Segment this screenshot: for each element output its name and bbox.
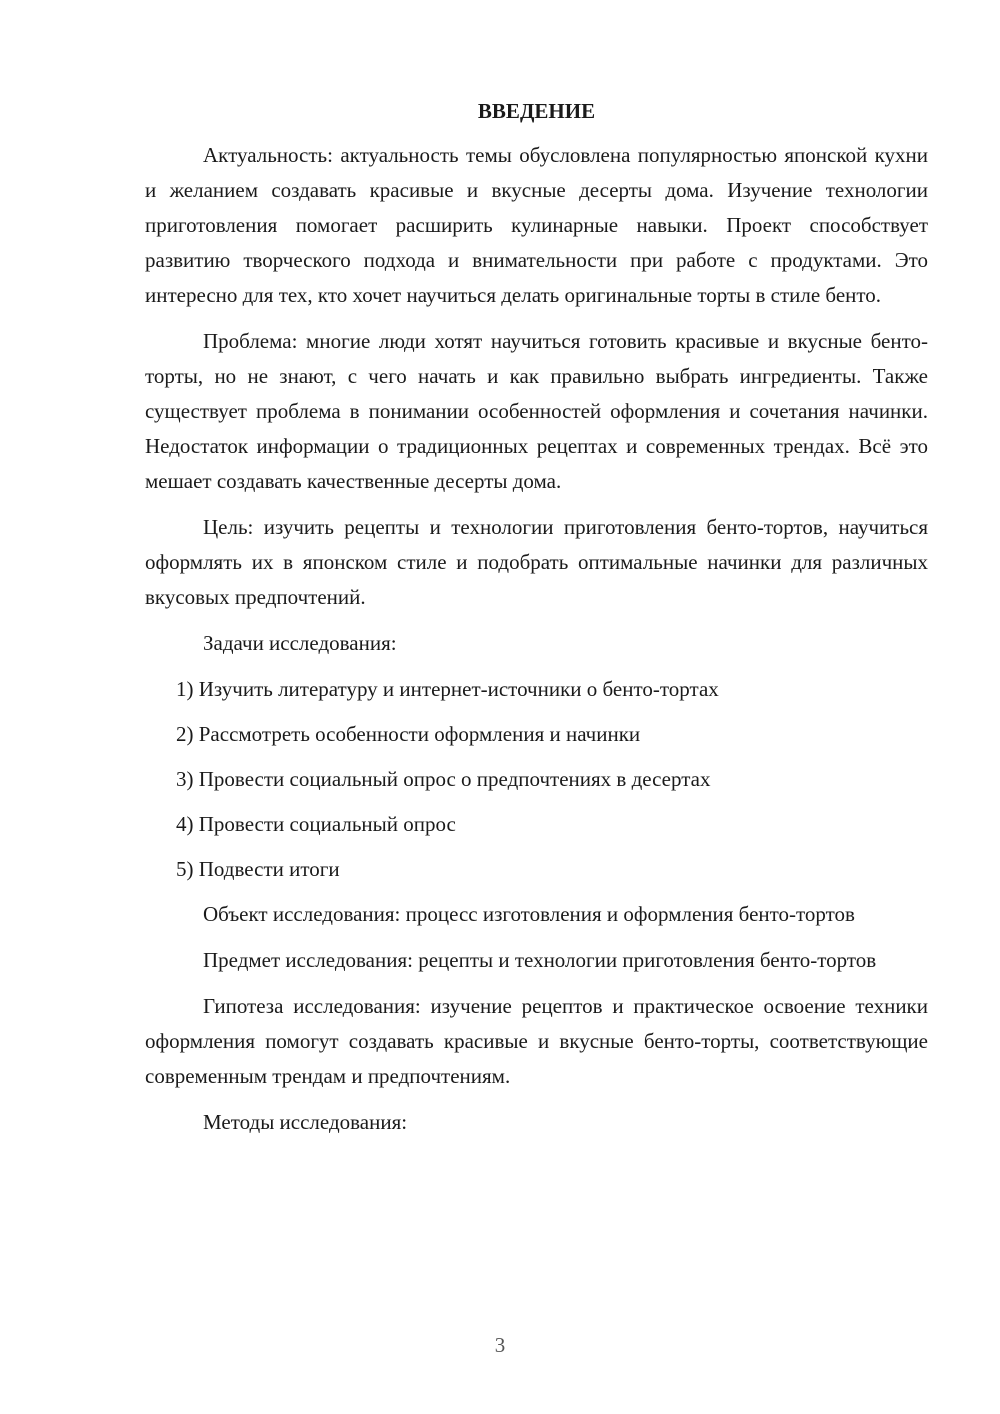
- paragraph-methods: Методы исследования:: [203, 1110, 408, 1134]
- page-number: 3: [494, 1333, 506, 1357]
- paragraph-object: Объект исследования: процесс изготовления и оформления бенто-тортов: [203, 902, 855, 926]
- list-item: 5) Подвести итоги: [176, 857, 340, 881]
- paragraph-hypothesis: Гипотеза исследования: изучение рецептов и практическое освоение техники оформления помогут создавать красивые и вкусные бенто-торты, соответствующие современным трендам и предпочтениям.: [145, 994, 928, 1088]
- paragraph-subject: Предмет исследования: рецепты и технологии приготовления бенто-тортов: [203, 948, 877, 972]
- paragraph-relevance: Актуальность: актуальность темы обусловлена популярностью японской кухни и желанием создавать красивые и вкусные десерты дома. Изучение технологии приготовления помогает расширить кулинарные навыки. Проект способствует развитию творческого подхода и внимательности при работе с продуктами. Это интересно для тех, кто хочет научиться делать оригинальные торты в стиле бенто.: [145, 143, 928, 307]
- list-item: 4) Провести социальный опрос: [176, 812, 456, 836]
- page-title: ВВЕДЕНИЕ: [477, 99, 596, 123]
- list-item: 3) Провести социальный опрос о предпочтениях в десертах: [176, 767, 711, 791]
- paragraph-tasks-heading: Задачи исследования:: [203, 631, 397, 655]
- paragraph-problem: Проблема: многие люди хотят научиться готовить красивые и вкусные бенто-торты, но не знают, с чего начать и как правильно выбрать ингредиенты. Также существует проблема в понимании особенностей оформления и сочетания начинки. Недостаток информации о традиционных рецептах и современных трендах. Всё это мешает создавать качественные десерты дома.: [145, 329, 928, 493]
- list-item: 2) Рассмотреть особенности оформления и начинки: [176, 722, 641, 746]
- tasks-list: [145, 672, 928, 887]
- list-item: 1) Изучить литературу и интернет-источники о бенто-тортах: [176, 677, 719, 701]
- document-page: [145, 96, 928, 1151]
- paragraph-goal: Цель: изучить рецепты и технологии приготовления бенто-тортов, научиться оформлять их в японском стиле и подобрать оптимальные начинки для различных вкусовых предпочтений.: [145, 515, 928, 609]
